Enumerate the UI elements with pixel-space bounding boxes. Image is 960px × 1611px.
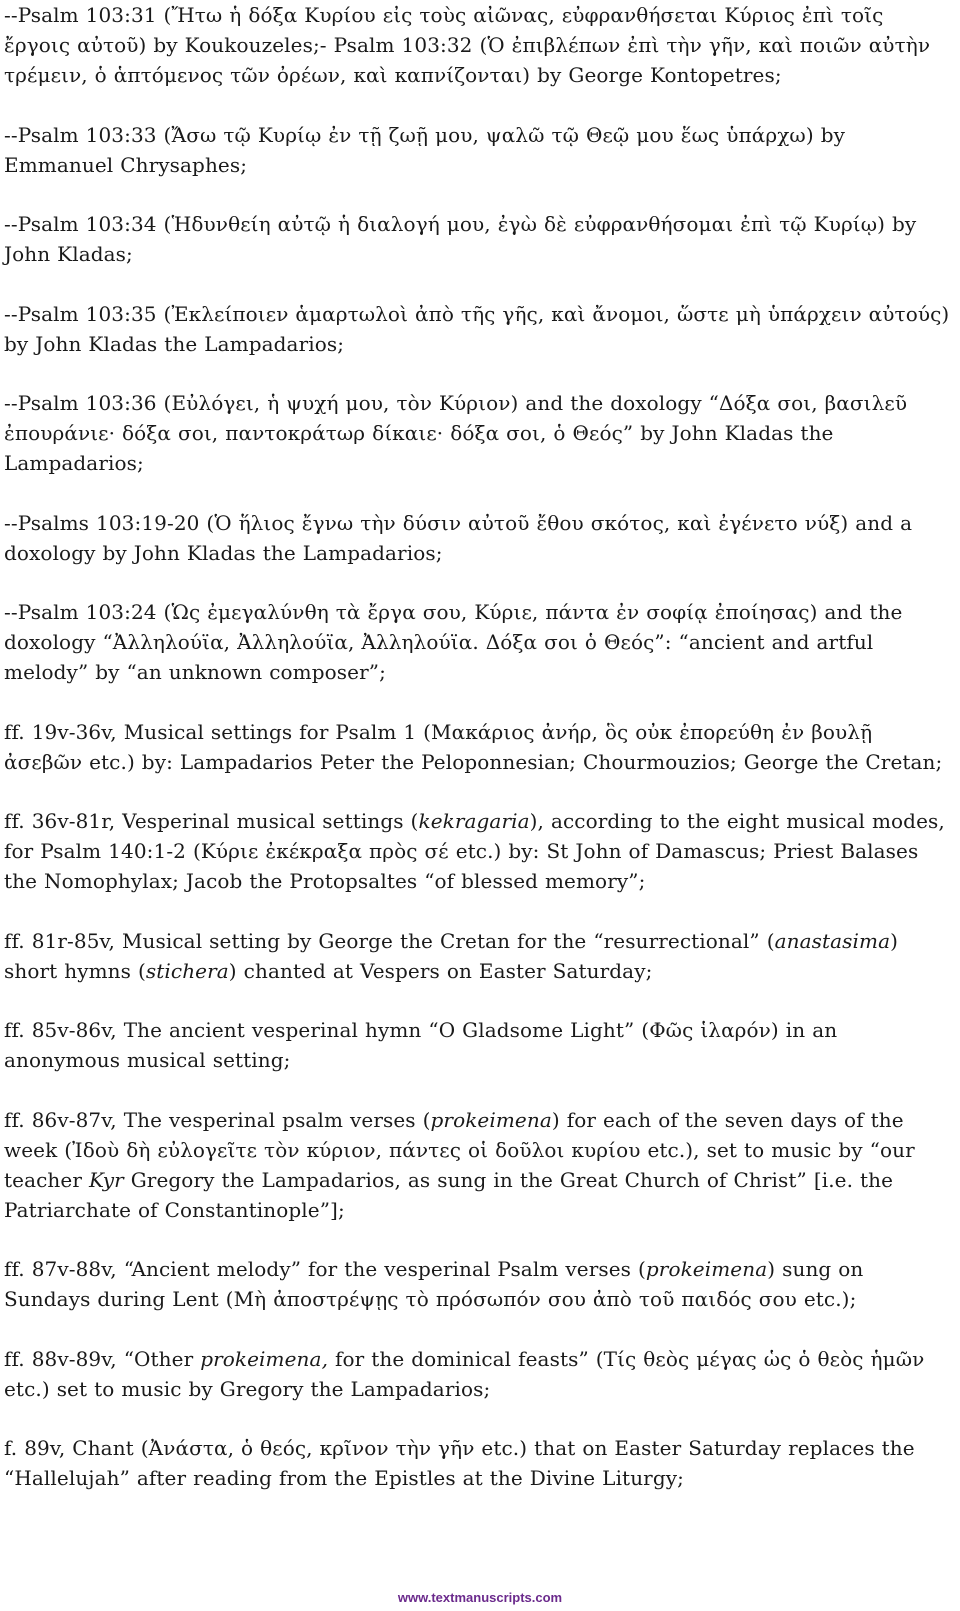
entry-text: ff. 36v-81r, Vesperinal musical settings ( <box>4 809 419 833</box>
catalog-entry <box>4 1015 952 1075</box>
entry-text: f. 89v, Chant (Ἀνάστα, ὁ θεός, κρῖνον τὴν γῆν etc.) that on Easter Saturday replaces the “Hallelujah” after reading from the Epistles at the Divine Liturgy; <box>4 1436 915 1490</box>
entry-text: ) short hymns ( <box>4 928 899 983</box>
catalog-entry <box>4 120 952 180</box>
catalog-entry <box>4 0 952 90</box>
italic-term: prokeimena, <box>200 1346 329 1371</box>
catalog-entry <box>4 806 952 896</box>
catalog-entry <box>4 1433 952 1493</box>
entry-text: ) sung on Sundays during Lent (Μὴ ἀποστρέψῃς τὸ πρόσωπόν σου ἀπὸ τοῦ παιδός σου etc.); <box>4 1257 864 1311</box>
catalog-entry <box>4 1105 952 1225</box>
entry-text: ff. 19v-36v, Musical settings for Psalm 1 (Μακάριος ἀνήρ, ὃς οὐκ ἐπορεύθη ἐν βουλῇ ἀσεβῶν etc.) by: Lampadarios Peter the Peloponnesian; Chourmouzios; George the Cretan; <box>4 719 943 774</box>
entry-text: ) for each of the seven days of the week (Ἰδοὺ δὴ εὐλογεῖτε τὸν κύριον, πάντες οἱ δοῦλοι κυρίου etc.), set to music by “our teacher <box>4 1107 915 1192</box>
catalog-entry <box>4 508 952 568</box>
italic-term: stichera <box>145 958 229 983</box>
entry-text: ff. 87v-88v, “Ancient melody” for the vesperinal Psalm verses ( <box>4 1257 646 1281</box>
italic-term: prokeimena <box>645 1257 768 1281</box>
catalog-entry <box>4 1254 952 1314</box>
footer-url[interactable]: www.textmanuscripts.com <box>397 1590 563 1605</box>
entry-text: --Psalm 103:34 (Ἡδυνθείη αὐτῷ ἡ διαλογή μου, ἐγὼ δὲ εὐφρανθήσομαι ἐπὶ τῷ Κυρίῳ) by John Kladas; <box>4 212 917 266</box>
italic-term: Kyr <box>88 1167 124 1192</box>
entry-text: --Psalm 103:36 (Εὐλόγει, ἡ ψυχή μου, τὸν Κύριον) and the doxology “Δόξα σοι, βασιλεῦ ἐπουράνιε· δόξα σοι, παντοκράτωρ δίκαιε· δόξα σοι, ὁ Θεός” by John Kladas the Lampadarios; <box>4 391 908 475</box>
entry-text: Gregory the Lampadarios, as sung in the Great Church of Christ” [i.e. the Patriarchate of Constantinople”]; <box>4 1167 894 1222</box>
catalog-entry <box>4 597 952 687</box>
entry-text: ) chanted at Vespers on Easter Saturday; <box>228 958 653 983</box>
entry-text: --Psalm 103:35 (Ἐκλείποιεν ἁμαρτωλοὶ ἀπὸ τῆς γῆς, καὶ ἄνομοι, ὥστε μὴ ὑπάρχειν αὐτούς) by John Kladas the Lampadarios; <box>4 301 950 356</box>
entry-text: ff. 85v-86v, The ancient vesperinal hymn “O Gladsome Light” (Φῶς ἱλαρόν) in an anonymous musical setting; <box>4 1018 838 1072</box>
italic-term: anastasima <box>774 928 891 953</box>
entry-text: --Psalm 103:33 (Ἄσω τῷ Κυρίῳ ἐν τῇ ζωῇ μου, ψαλῶ τῷ Θεῷ μου ἕως ὑπάρχω) by Emmanuel Chrysaphes; <box>4 122 846 177</box>
catalog-entry <box>4 209 952 269</box>
entry-text: ff. 88v-89v, “Other <box>4 1346 201 1371</box>
document-body <box>4 0 952 1523</box>
entry-text: ), according to the eight musical modes, for Psalm 140:1-2 (Κύριε ἐκέκραξα πρὸς σέ etc.) by: St John of Damascus; Priest Balases the Nomophylax; Jacob the Protopsaltes “of blessed memory”; <box>4 809 945 893</box>
entry-text: --Psalms 103:19-20 (Ὁ ἥλιος ἔγνω τὴν δύσιν αὐτοῦ ἔθου σκότος, καὶ ἐγένετο νύξ) and a doxology by John Kladas the Lampadarios; <box>4 510 913 565</box>
catalog-entry <box>4 299 952 359</box>
entry-text: --Psalm 103:24 (Ὡς ἐμεγαλύνθη τὰ ἔργα σου, Κύριε, πάντα ἐν σοφίᾳ ἐποίησας) and the doxology “Ἀλληλούϊα, Ἀλληλούϊα, Ἀλληλούϊα. Δόξα σοι ὁ Θεός”: “ancient and artful melody” by “an unknown composer”; <box>4 600 903 684</box>
italic-term: kekragaria <box>418 809 530 833</box>
catalog-entry <box>4 926 952 986</box>
catalog-entry <box>4 1344 952 1404</box>
entry-text: --Psalm 103:31 (Ἤτω ἡ δόξα Κυρίου εἰς τοὺς αἰῶνας, εὐφρανθήσεται Κύριος ἐπὶ τοῖς ἔργοις αὐτοῦ) by Koukouzeles;- Psalm 103:32 (Ὁ ἐπιβλέπων ἐπὶ τὴν γῆν, καὶ ποιῶν αὐτὴν τρέμειν, ὁ ἁπτόμενος τῶν ὀρέων, καὶ καπνίζονται) by George Kontopetres; <box>4 3 931 87</box>
catalog-entry <box>4 388 952 478</box>
catalog-entry <box>4 717 952 777</box>
italic-term: prokeimena <box>430 1107 552 1132</box>
entry-text: for the dominical feasts” (Τίς θεὸς μέγας ὡς ὁ θεὸς ἡμῶν etc.) set to music by Gregory the Lampadarios; <box>4 1346 925 1401</box>
entry-text: ff. 86v-87v, The vesperinal psalm verses ( <box>4 1107 431 1132</box>
entry-text: ff. 81r-85v, Musical setting by George the Cretan for the “resurrectional” ( <box>4 928 775 953</box>
